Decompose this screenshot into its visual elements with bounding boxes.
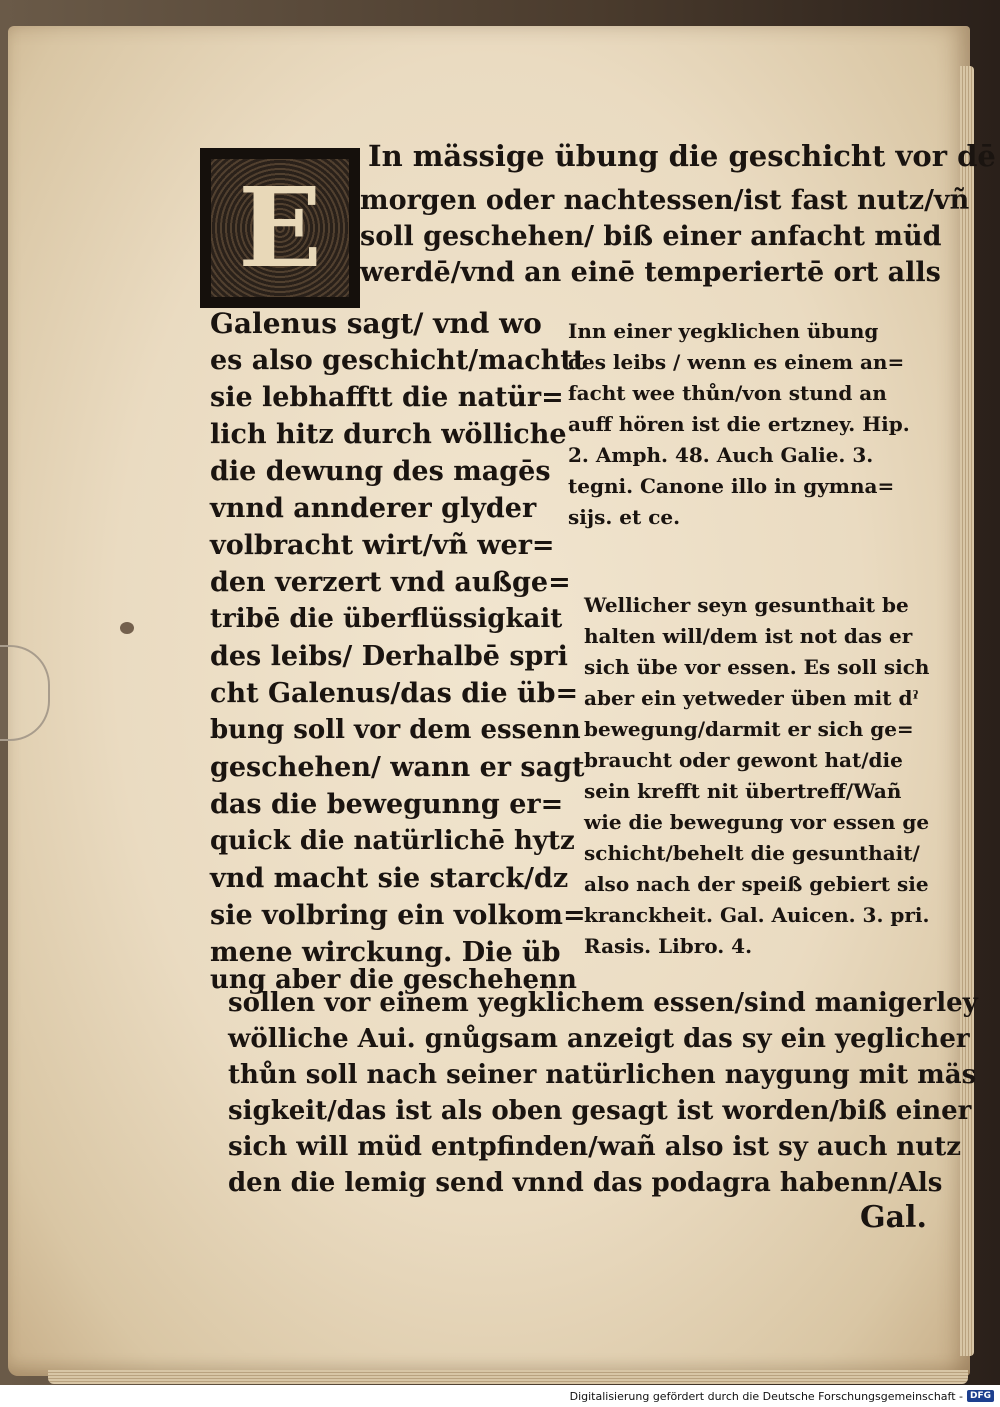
- margin-note-2-line: kranckheit. Gal. Auicen. 3. pri.: [584, 903, 930, 927]
- initial-letter: E: [238, 163, 322, 292]
- digitization-credit-bar: [0, 1385, 1000, 1407]
- left-col-line: cht Galenus/das die üb=: [210, 678, 579, 709]
- margin-note-1-line: Inn einer yegklichen übung: [568, 319, 879, 343]
- page-edge-bottom: [48, 1370, 968, 1384]
- margin-note-2-line: sich übe vor essen. Es soll sich: [584, 655, 930, 679]
- margin-note-2-line: aber ein yetweder üben mit dˀ: [584, 686, 919, 710]
- left-col-line: sie lebhafftt die natür=: [210, 382, 564, 413]
- main-bottom-line: sich will müd entpfinden/wañ also ist sy auch nutz: [228, 1132, 962, 1162]
- catchword: Gal.: [860, 1200, 927, 1235]
- left-col-line: mene wirckung. Die üb: [210, 937, 561, 968]
- main-top-line-1: In mässige übung die geschicht vor dē: [368, 139, 996, 173]
- initial-ornament: [211, 159, 349, 297]
- decorated-initial: [200, 148, 360, 308]
- margin-note-1-line: facht wee thůn/von stund an: [568, 381, 887, 405]
- left-col-line: geschehen/ wann er sagt: [210, 752, 585, 783]
- margin-note-2-line: Rasis. Libro. 4.: [584, 934, 753, 958]
- left-col-line: ung aber die geschehenn: [210, 965, 577, 995]
- margin-note-2-line: Wellicher seyn gesunthait be: [584, 593, 909, 617]
- margin-note-1-line: auff hören ist die ertzney. Hip.: [568, 412, 910, 436]
- margin-note-2-line: bewegung/darmit er sich ge=: [584, 717, 914, 741]
- margin-note-2-line: halten will/dem ist not das er: [584, 624, 913, 648]
- left-col-line: quick die natürlichē hytz: [210, 826, 575, 856]
- left-col-line: vnnd annderer glyder: [210, 493, 537, 524]
- dfg-logo: DFG: [967, 1390, 994, 1402]
- left-col-line: tribē die überflüssigkait: [210, 604, 563, 634]
- margin-note-2-line: also nach der speiß gebiert sie: [584, 872, 929, 896]
- margin-note-1-line: des leibs / wenn es einem an=: [568, 350, 905, 374]
- left-col-line: sie volbring ein volkom=: [210, 900, 586, 931]
- left-col-line: die dewung des magēs: [210, 456, 551, 487]
- main-bottom-line: den die lemig send vnnd das podagra habenn/Als: [228, 1168, 943, 1198]
- margin-note-2-line: sein krefft nit übertreff/Wañ: [584, 779, 902, 803]
- credit-text: Digitalisierung gefördert durch die Deutsche Forschungsgemeinschaft -: [569, 1389, 963, 1403]
- margin-note-2-line: braucht oder gewont hat/die: [584, 748, 903, 772]
- left-col-line: lich hitz durch wölliche: [210, 419, 567, 450]
- main-bottom-line: sollen vor einem yegklichem essen/sind manigerley: [228, 988, 978, 1018]
- left-col-line: Galenus sagt/ vnd wo: [210, 307, 542, 340]
- margin-note-2-line: wie die bewegung vor essen ge: [584, 810, 930, 834]
- left-col-line: bung soll vor dem essenn: [210, 715, 581, 745]
- margin-note-1-line: sijs. et ce.: [568, 505, 681, 529]
- main-bottom-line: sigkeit/das ist als oben gesagt ist worden/biß einer: [228, 1096, 972, 1126]
- margin-note-1-line: 2. Amph. 48. Auch Galie. 3.: [568, 443, 874, 467]
- worm-hole-mark: [120, 622, 134, 634]
- margin-note-2-line: schicht/behelt die gesunthait/: [584, 841, 920, 865]
- main-bottom-line: wölliche Aui. gnůgsam anzeigt das sy ein yeglicher: [228, 1024, 970, 1054]
- left-col-line: vnd macht sie starck/dz: [210, 863, 569, 894]
- left-col-line: volbracht wirt/vñ wer=: [210, 530, 555, 561]
- page-edge-right: [960, 66, 974, 1356]
- main-top-line-3: soll geschehen/ biß einer anfacht müd: [360, 221, 942, 252]
- main-bottom-line: thůn soll nach seiner natürlichen naygung mit mäs: [228, 1060, 977, 1090]
- left-col-line: es also geschicht/machtt: [210, 345, 586, 376]
- left-col-line: den verzert vnd außge=: [210, 567, 571, 598]
- margin-note-1-line: tegni. Canone illo in gymna=: [568, 474, 895, 498]
- left-col-line: des leibs/ Derhalbē spri: [210, 641, 568, 672]
- main-top-line-2: morgen oder nachtessen/ist fast nutz/vñ: [360, 185, 970, 216]
- left-col-line: das die bewegunng er=: [210, 789, 564, 820]
- main-top-line-4: werdē/vnd an einē temperiertē ort alls: [360, 257, 941, 288]
